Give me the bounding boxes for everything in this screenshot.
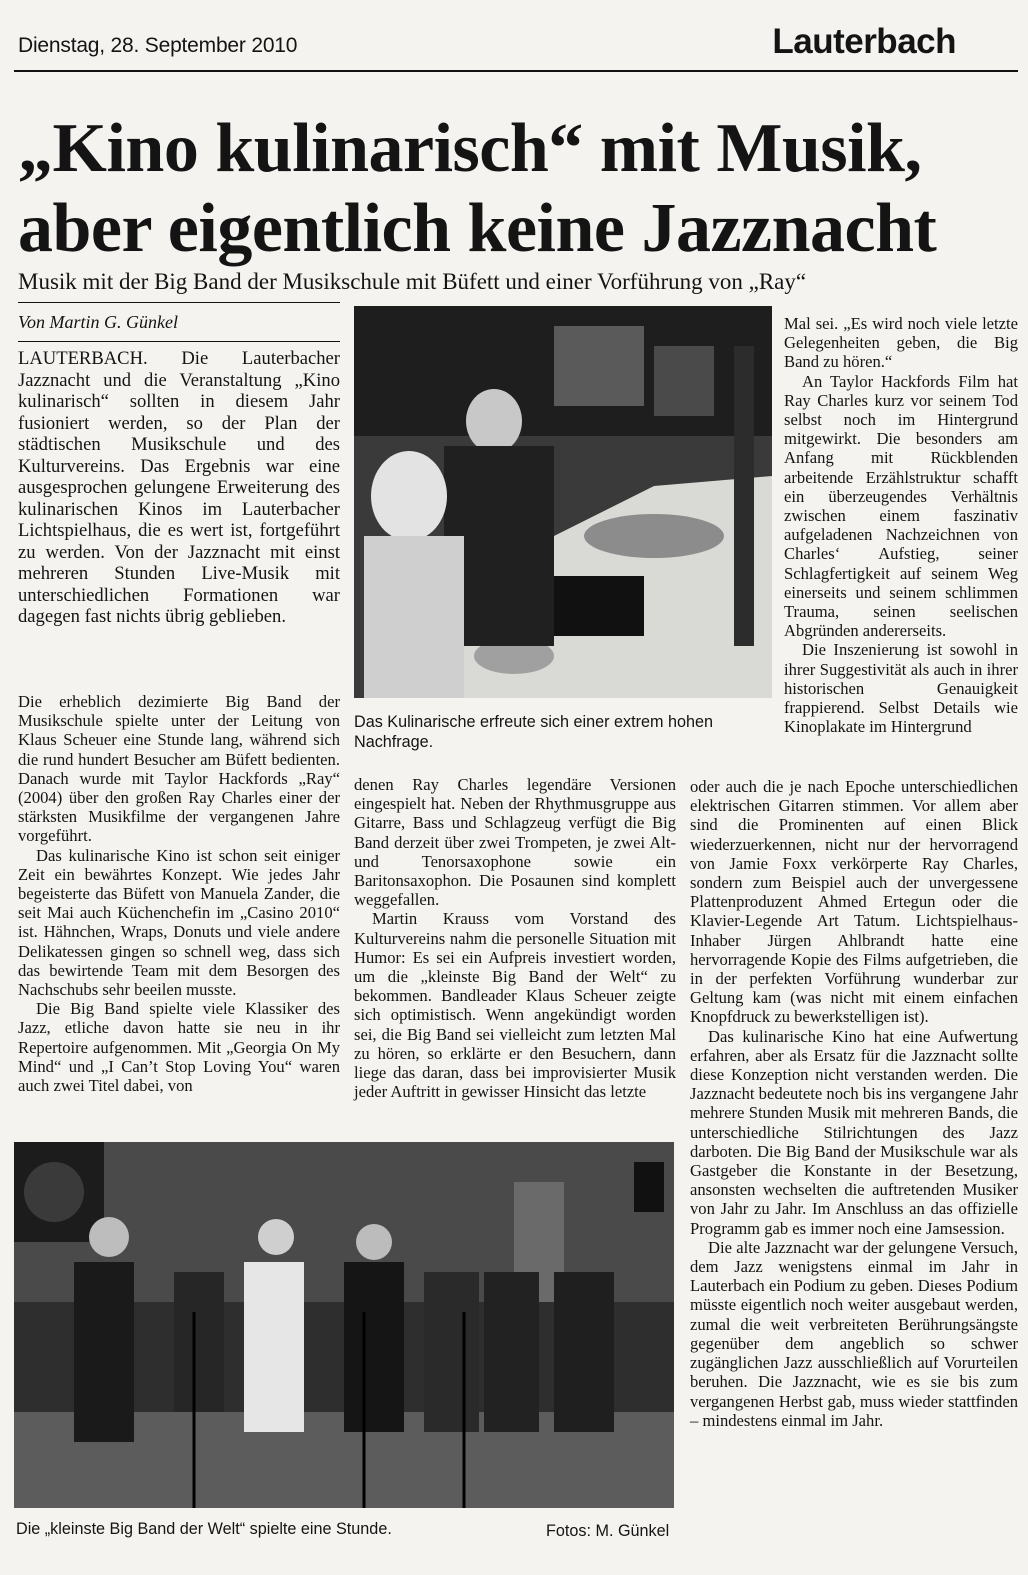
subheadline: Musik mit der Big Band der Musikschule mit Büfett und einer Vorführung von „Ray“ [18, 269, 807, 294]
paragraph: Martin Krauss vom Vorstand des Kulturvereins nahm die personelle Situation mit Humor: Es sei ein Aufpreis investiert worden, um die „kleinste Big Band der Welt“ zu bekommen. Bandleader Klaus Scheuer zeigte sich optimistisch. Wenn angekündigt worden sei, die Big Band sei vielleicht zum letzten Mal zu hören, so erklärte er den Besuchern, dann liege das daran, dass bei improvisierter Musik jeder Auftritt in gewisser Hinsicht das letzte [354, 909, 676, 1102]
section-title: Lauterbach [772, 22, 956, 61]
article-column-3-bottom [690, 777, 1018, 1430]
article-column-1-body [18, 692, 340, 1095]
headline-line-2: aber eigentlich keine Jazznacht [18, 190, 937, 267]
paragraph: denen Ray Charles legendäre Versionen eingespielt hat. Neben der Rhythmusgruppe aus Gitarre, Bass und Schlagzeug verfügt die Big Band derzeit über zwei Trompeten, je zwei Alt- und Tenorsaxophone sowie ein Baritonsaxophon. Die Posaunen sind komplett weggefallen. [354, 775, 676, 910]
photo-credit: Fotos: M. Günkel [546, 1522, 670, 1540]
buffet-photo-caption: Das Kulinarische erfreute sich einer extrem hohen Nachfrage. [354, 713, 714, 751]
paragraph: Die Big Band spielte viele Klassiker des Jazz, etliche davon hatte sie neu in ihr Repertoire aufgenommen. Mit „Georgia On My Mind“ und „I Can’t Stop Loving You“ waren auch zwei Titel dabei, von [18, 999, 340, 1096]
big-band-photo [14, 1142, 674, 1508]
article-column-2 [354, 775, 676, 1101]
paragraph: An Taylor Hackfords Film hat Ray Charles kurz vor seinem Tod selbst noch im Hintergrund mitgewirkt. Die besonders am Anfang mit Rückblenden arbeitende Erzählstruktur schafft ein überzeugendes Verhältnis zwischen einem faszinativ aufgeladenen Nachzeichnen von Charles‘ Aufstieg, seiner Schlagfertigkeit auf seinem Weg einerseits und seinem schlimmen Trauma, seinen seelischen Abgründen andererseits. [784, 371, 1018, 641]
paragraph: Die alte Jazznacht war der gelungene Versuch, dem Jazz wenigstens einmal im Jahr in Lauterbach ein Podium zu geben. Dieses Podium müsste eigentlich noch weiter ausgebaut werden, zumal die weit verbreiteten Berührungsängste gegenüber dem angeblich so schwer zugänglichen Jazz ausschließlich auf Vorurteilen beruhen. Die Jazznacht, wie es sie bis zum vergangenen Herbst gab, muss wieder stattfinden – mindestens einmal im Jahr. [690, 1237, 1018, 1430]
masthead-rule [14, 70, 1018, 72]
paragraph: Mal sei. „Es wird noch viele letzte Gelegenheiten geben, die Big Band zu hören.“ [784, 314, 1018, 372]
paragraph: Das kulinarische Kino ist schon seit einiger Zeit ein bewährtes Konzept. Wie jedes Jahr begeisterte das Büfett von Manuela Zander, die seit Mai auch Küchenchefin im „Casino 2010“ ist. Hähnchen, Wraps, Donuts und viele andere Delikatessen gingen so schnell weg, dass sich das bewirtende Team mit dem Besorgen des Nachschubs sehr beeilen musste. [18, 845, 340, 1000]
paragraph: Die erheblich dezimierte Big Band der Musikschule spielte unter der Leitung von Klaus Scheuer eine Stunde lang, während sich die rund hundert Besucher am Büfett bedienten. Danach wurde mit Taylor Hackfords „Ray“ (2004) über den großen Ray Charles einer der stärksten Musikfilme der vergangenen Jahre vorgeführt. [18, 692, 340, 846]
issue-date: Dienstag, 28. September 2010 [18, 34, 298, 57]
byline: Von Martin G. Günkel [18, 312, 178, 332]
paragraph: Die Inszenierung ist sowohl in ihrer Suggestivität als auch in ihrer historischen Genauigkeit frappierend. Selbst Details wie Kinoplakate im Hintergrund [784, 640, 1018, 737]
byline-rule-bottom [18, 341, 340, 342]
buffet-photo [354, 306, 772, 698]
paragraph: oder auch die je nach Epoche unterschiedlichen elektrischen Gitarren stimmen. Vor allem aber sind die Prominenten auf einen Blick wiederzuerkennen, nicht nur der hervorragend von Jamie Foxx verkörperte Ray Charles, sondern zum Beispiel auch der unvergessene Plattenproduzent Ahmed Ertegun oder die Klavier-Legende Art Tatum. Lichtspielhaus-Inhaber Jürgen Ahlbrandt hatte eine hervorragende Kopie des Films aufgetrieben, die in der perfekten Vorführung wunderbar zur Geltung kam (was nicht mit einem einfachen Knopfdruck zu bewerkstelligen ist). [690, 777, 1018, 1027]
headline-line-1: „Kino kulinarisch“ mit Musik, [18, 110, 922, 187]
big-band-photo-caption: Die „kleinste Big Band der Welt“ spielte eine Stunde. [16, 1520, 392, 1538]
article-column-1 [18, 348, 340, 628]
paragraph: Das kulinarische Kino hat eine Aufwertung erfahren, aber als Ersatz für die Jazznacht sollte diese Konzeption nicht verstanden werden. Die Jazznacht bedeutete noch bis ins vergangene Jahr mehrere Stunden Musik mit mehreren Bands, die unterschiedliche Stilrichtungen des Jazz darboten. Die Big Band der Musikschule war als Gastgeber die Konstante in der Besetzung, ansonsten wechselten die auftretenden Musiker von Jahr zu Jahr. Im Anschluss an das offizielle Programm gab es immer noch eine Jamsession. [690, 1026, 1018, 1238]
article-column-3-top [784, 314, 1018, 736]
paragraph-lead: LAUTERBACH. Die Lauterbacher Jazznacht und die Veranstaltung „Kino kulinarisch“ sollten in diesem Jahr fusioniert werden, so der Plan der städtischen Musikschule und des Kulturvereins. Das Ergebnis war eine ausgesprochen gelungene Erweiterung des kulinarischen Kinos im Lauterbacher Lichtspielhaus, die es wert ist, fortgeführt zu werden. Von der Jazznacht mit einst mehreren Stunden Live-Musik mit unterschiedlichen Formationen war dagegen fast nichts übrig geblieben. [18, 348, 340, 627]
byline-rule-top [18, 302, 340, 303]
